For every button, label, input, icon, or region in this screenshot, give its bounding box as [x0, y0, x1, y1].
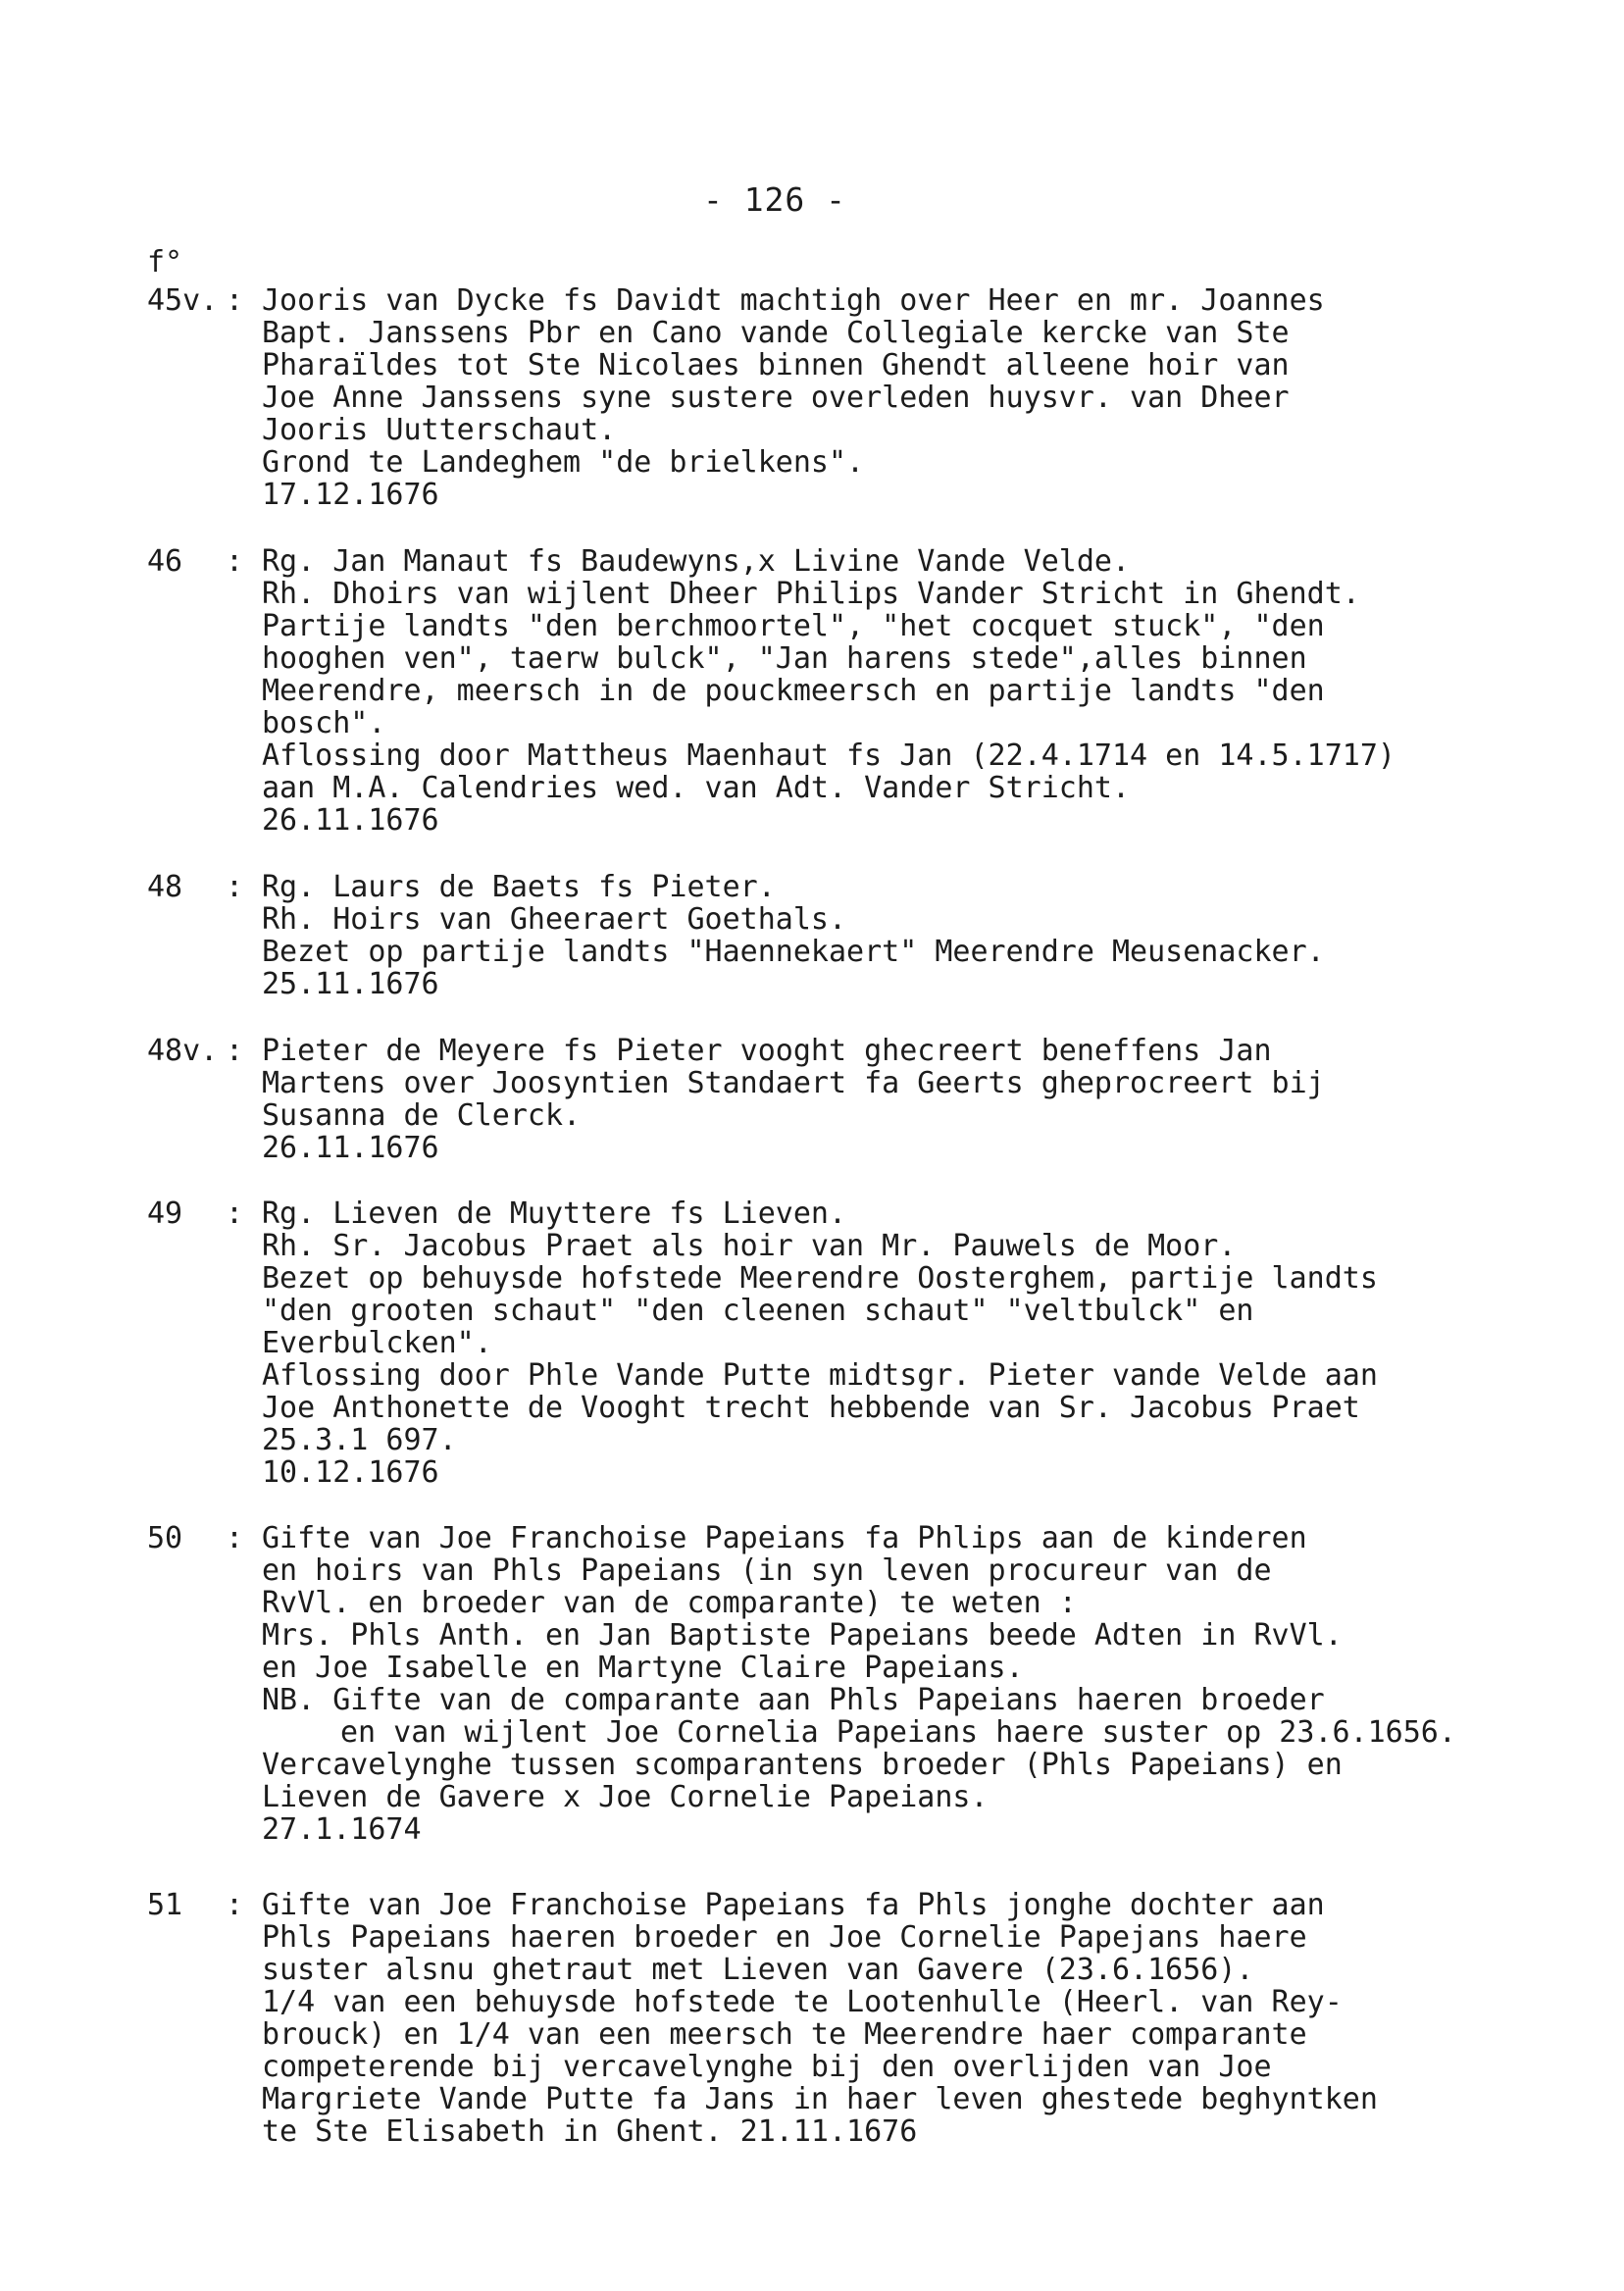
reference-separator: : [226, 1521, 244, 1555]
folio-label: f° [147, 245, 183, 280]
entry-body [262, 284, 1325, 511]
entry-line: bosch". [262, 706, 386, 740]
entry-body [262, 1035, 1325, 1164]
entry-line: Rg. Laurs de Baets fs Pieter. [262, 870, 776, 904]
entry-line: Rh. Sr. Jacobus Praet als hoir van Mr. Pauwels de Moor. [262, 1229, 1237, 1263]
entry-line: NB. Gifte van de comparante aan Phls Papeians haeren broeder [262, 1683, 1325, 1717]
reference-separator: : [226, 870, 244, 904]
entry-line: Margriete Vande Putte fa Jans in haer leven ghestede beghyntken [262, 2082, 1378, 2116]
folio-reference: 48v. [147, 1034, 219, 1068]
entry-line: Meerendre, meersch in de pouckmeersch en partije landts "den [262, 674, 1325, 708]
entry-line: te Ste Elisabeth in Ghent. 21.11.1676 [262, 2114, 918, 2149]
entry-line: Rh. Hoirs van Gheeraert Goethals. [262, 902, 847, 937]
entry-line: en Joe Isabelle en Martyne Claire Papeians. [262, 1651, 1024, 1685]
entry-line: Partije landts "den berchmoortel", "het cocquet stuck", "den [262, 609, 1325, 643]
entry-line: brouck) en 1/4 van een meersch te Meerendre haer comparante [262, 2017, 1307, 2052]
entry-line: Aflossing door Phle Vande Putte midtsgr. Pieter vande Velde aan [262, 1358, 1378, 1393]
entry-body [262, 545, 1396, 837]
entry-line: Susanna de Clerck. [262, 1098, 582, 1133]
entry-line: Martens over Joosyntien Standaert fa Geerts gheprocreert bij [262, 1066, 1325, 1100]
entry-line: Vercavelynghe tussen scomparantens broeder (Phls Papeians) en [262, 1748, 1343, 1782]
entry-line: 17.12.1676 [262, 478, 439, 512]
entry-line: Joe Anne Janssens syne sustere overleden huysvr. van Dheer [262, 381, 1290, 415]
entry-line: suster alsnu ghetraut met Lieven van Gavere (23.6.1656). [262, 1953, 1254, 1987]
entry-line: Grond te Landeghem "de brielkens". [262, 445, 865, 480]
entry-line: Jooris van Dycke fs Davidt machtigh over Heer en mr. Joannes [262, 283, 1325, 318]
entry-line: Gifte van Joe Franchoise Papeians fa Phlips aan de kinderen [262, 1521, 1307, 1555]
entry-line: Rh. Dhoirs van wijlent Dheer Philips Vander Stricht in Ghendt. [262, 577, 1360, 611]
folio-reference: 49 [147, 1196, 183, 1231]
reference-separator: : [226, 1888, 244, 1922]
entry-line: aan M.A. Calendries wed. van Adt. Vander Stricht. [262, 771, 1131, 805]
entry-line: Aflossing door Mattheus Maenhaut fs Jan (22.4.1714 en 14.5.1717) [262, 738, 1396, 773]
page-number: - 126 - [702, 180, 847, 219]
reference-separator: : [226, 1034, 244, 1068]
entry-line: 26.11.1676 [262, 803, 439, 838]
folio-reference: 45v. [147, 283, 219, 318]
entry-body [262, 1197, 1378, 1489]
entry-line: Pieter de Meyere fs Pieter vooght ghecreert beneffens Jan [262, 1034, 1272, 1068]
folio-reference: 46 [147, 544, 183, 579]
folio-reference: 50 [147, 1521, 183, 1555]
entry-line: Gifte van Joe Franchoise Papeians fa Phls jonghe dochter aan [262, 1888, 1325, 1922]
entry-line: RvVl. en broeder van de comparante) te weten : [262, 1586, 1077, 1620]
entry-line: 25.3.1 697. [262, 1423, 457, 1457]
entry-line: Rg. Lieven de Muyttere fs Lieven. [262, 1196, 847, 1231]
entry-line: competerende bij vercavelynghe bij den overlijden van Joe [262, 2050, 1272, 2084]
entry-line: Phls Papeians haeren broeder en Joe Cornelie Papejans haere [262, 1920, 1307, 1955]
entry-body [262, 1889, 1378, 2148]
entry-line: 10.12.1676 [262, 1455, 439, 1490]
entry-body [262, 871, 1325, 1000]
folio-reference: 48 [147, 870, 183, 904]
reference-separator: : [226, 544, 244, 579]
reference-separator: : [226, 1196, 244, 1231]
entry-line: 27.1.1674 [262, 1812, 422, 1847]
reference-separator: : [226, 283, 244, 318]
entry-line: Bezet op partije landts "Haennekaert" Meerendre Meusenacker. [262, 935, 1325, 969]
entry-line: en hoirs van Phls Papeians (in syn leven procureur van de [262, 1553, 1272, 1588]
entry-line: Pharaïldes tot Ste Nicolaes binnen Ghendt alleene hoir van [262, 348, 1290, 382]
folio-reference: 51 [147, 1888, 183, 1922]
entry-line: 26.11.1676 [262, 1131, 439, 1165]
entry-line: Bezet op behuysde hofstede Meerendre Oosterghem, partije landts [262, 1261, 1378, 1296]
entry-line: 1/4 van een behuysde hofstede te Lootenhulle (Heerl. van Rey- [262, 1985, 1343, 2019]
entry-line: Mrs. Phls Anth. en Jan Baptiste Papeians beede Adten in RvVl. [262, 1618, 1343, 1653]
entry-line: "den grooten schaut" "den cleenen schaut" "veltbulck" en [262, 1294, 1254, 1328]
entry-line: Everbulcken". [262, 1326, 492, 1360]
entry-line: hooghen ven", taerw bulck", "Jan harens stede",alles binnen [262, 641, 1307, 676]
entry-body [262, 1522, 1456, 1846]
entry-line: Lieven de Gavere x Joe Cornelie Papeians. [262, 1780, 989, 1814]
entry-line: Jooris Uutterschaut. [262, 413, 617, 447]
entry-line: 25.11.1676 [262, 967, 439, 1001]
entry-line: en van wijlent Joe Cornelia Papeians haere suster op 23.6.1656. [340, 1715, 1456, 1750]
entry-line: Bapt. Janssens Pbr en Cano vande Collegiale kercke van Ste [262, 316, 1290, 350]
entry-line: Joe Anthonette de Vooght trecht hebbende van Sr. Jacobus Praet [262, 1391, 1360, 1425]
entry-line: Rg. Jan Manaut fs Baudewyns,x Livine Vande Velde. [262, 544, 1131, 579]
